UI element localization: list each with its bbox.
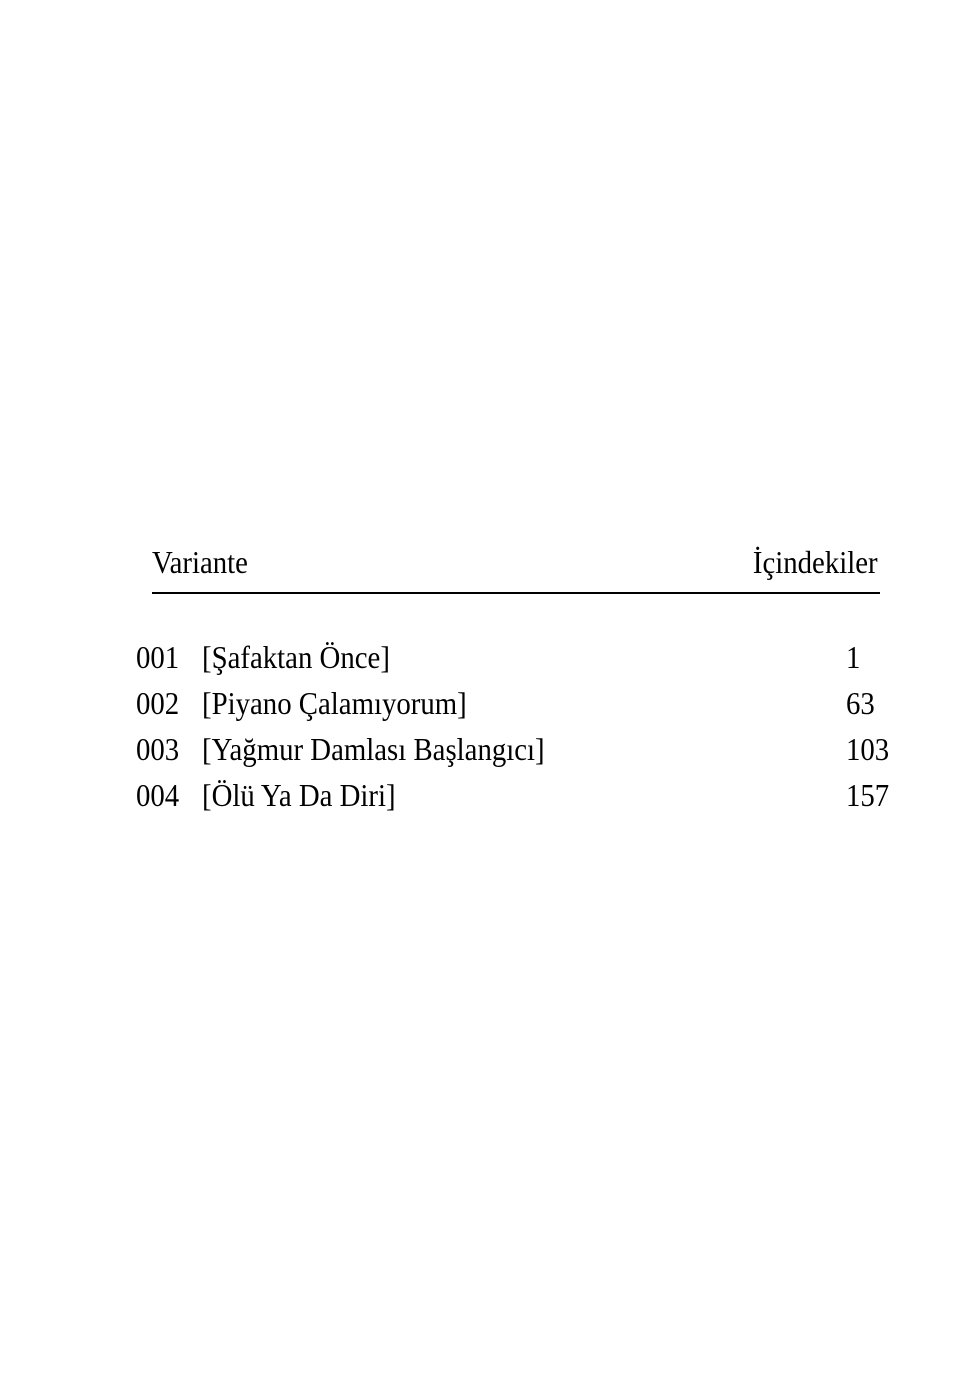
- toc-entry: [136, 680, 900, 726]
- chapter-number: 001: [136, 639, 180, 675]
- chapter-number: 002: [136, 685, 180, 721]
- table-of-contents: [136, 634, 900, 818]
- page-number: 1: [846, 639, 861, 675]
- toc-entry: [136, 634, 900, 680]
- chapter-title: [Yağmur Damlası Başlangıcı]: [202, 731, 545, 767]
- chapter-title: [Ölü Ya Da Diri]: [202, 777, 396, 813]
- toc-header: [152, 540, 880, 594]
- toc-entry: [136, 726, 900, 772]
- chapter-number: 004: [136, 777, 180, 813]
- page-number: 63: [846, 685, 875, 721]
- contents-heading: İçindekiler: [753, 544, 878, 580]
- page-number: 157: [846, 777, 890, 813]
- page-number: 103: [846, 731, 890, 767]
- toc-entry: [136, 772, 900, 818]
- book-title: Variante: [152, 544, 248, 580]
- chapter-title: [Şafaktan Önce]: [202, 639, 390, 675]
- chapter-number: 003: [136, 731, 180, 767]
- chapter-title: [Piyano Çalamıyorum]: [202, 685, 467, 721]
